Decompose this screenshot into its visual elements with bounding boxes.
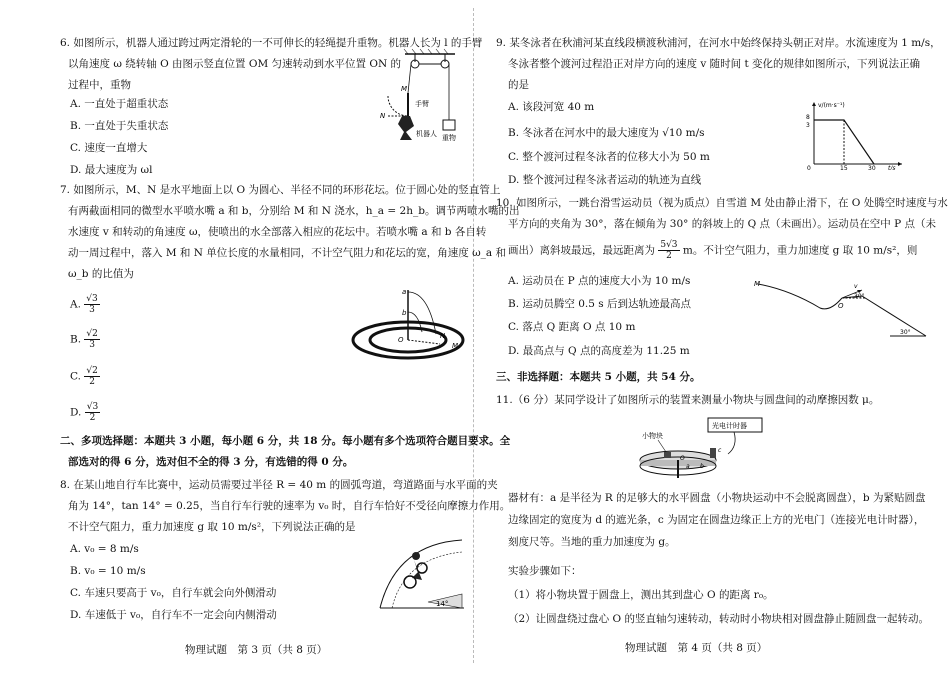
q6-option-d: D. 最大速度为 ωl [70,164,153,176]
q11-line-1: 11.（6 分）某同学设计了如图所示的装置来测量小物块与圆盘间的动摩擦因数 μ。 [496,394,880,406]
q9-line-1: 9. 某冬泳者在秋浦河某直线段横渡秋浦河，在河水中始终保持头朝正对岸。水流速度为 1 m/s， [496,37,941,49]
q6-option-c: C. 速度一直增大 [70,142,148,154]
q6-option-b: B. 一直处于失重状态 [70,120,169,132]
q8-option-a: A. v₀ = 8 m/s [70,543,139,555]
q9-graph-x30: 30 [868,165,876,170]
q7-line-1: 7. 如图所示，M、N 是水平地面上以 O 为圆心、半径不同的环形花坛。位于圆心处的竖直管上 [60,184,501,196]
q10-option-b: B. 运动员腾空 0.5 s 后到达轨迹最高点 [508,298,691,310]
q11-fig-timer: 光电计时器 [712,422,747,430]
section-2-title-line-1: 二、多项选择题：本题共 3 小题，每小题 6 分，共 18 分。每小题有多个选项符合题目要求。全 [60,435,511,447]
page-4 [480,0,950,673]
q9-line-3: 的是 [508,79,529,91]
q9-graph-origin: 0 [807,165,811,170]
section-2-title-line-2: 部选对的得 6 分，选对但不全的得 3 分，有选错的得 0 分。 [68,456,354,468]
q7-fig-b: b [402,309,407,317]
q10-line-1: 10. 如图所示，一跳台滑雪运动员（视为质点）自雪道 M 处由静止滑下，在 O 处腾空时速度与水 [496,197,948,209]
q10-option-d: D. 最高点与 Q 点的高度差为 11.25 m [508,345,690,357]
q11-line-3: 边缘固定的宽度为 d 的遮光条，c 为固定在圆盘边缘正上方的光电门（连接光电计时器）， [508,514,925,526]
q6-line-1: 6. 如图所示，机器人通过跨过两定滑轮的一不可伸长的轻绳提升重物。机器人长为 l 的手臂 [60,37,483,49]
q8-figure [378,538,466,610]
q10-line-3: 画出）离斜坡最远，最远距离为 $\frac{5√3}{2}$ m。不计空气阻力，重力加速度 g 取 10 m/s²，则 [508,240,918,261]
q9-graph-x15: 15 [840,165,848,170]
q11-step-1: （1）将小物块置于圆盘上，测出其到盘心 O 的距离 r₀。 [508,589,774,601]
q10-fig-o: O [838,302,844,310]
q8-option-d: D. 车速低于 v₀，自行车不一定会向内侧滑动 [70,609,277,621]
q8-fig-angle: 14° [436,600,449,608]
q8-option-c: C. 车速只要高于 v₀，自行车就会向外侧滑动 [70,587,277,599]
q6-option-a: A. 一直处于超重状态 [70,98,169,110]
q11-fig-o: O [680,455,685,462]
q9-graph-xlabel: t/s [888,165,896,170]
column-divider [473,8,474,663]
q7-fig-n: N [440,332,446,340]
q8-option-b: B. v₀ = 10 m/s [70,565,146,577]
q11-line-5: 实验步骤如下： [508,565,582,577]
q7-line-4: 动一周过程中，落入 M 和 N 单位长度的水量相同，不计空气阻力和花坛的宽，角速度 ω_a 和 [68,247,507,259]
q7-option-d: D. $\frac{√3}{2}$ [70,402,99,423]
q7-fig-o: O [398,336,404,344]
q11-fig-block: 小物块 [642,432,663,440]
q9-vt-graph [798,98,908,170]
q11-step-2: （2）让圆盘绕过盘心 O 的竖直轴匀速转动，转动时小物块相对圆盘静止随圆盘一起转动。 [508,613,929,625]
q9-option-b: B. 冬泳者在河水中的最大速度为 √10 m/s [508,127,705,139]
q8-line-2: 角为 14°，tan 14° = 0.25，当自行车行驶的速率为 v₀ 时，自行车恰好不受径向摩擦力作用。 [68,500,511,512]
q6-fig-weight: 重物 [442,134,456,142]
q7-fig-a: a [402,288,407,296]
q6-fig-robot: 机器人 [416,130,437,138]
q8-line-1: 8. 在某山地自行车比赛中，运动员需要过半径 R = 40 m 的圆弧弯道，弯道路面与水平面的夹 [60,479,498,491]
q10-option-a: A. 运动员在 P 点的速度大小为 10 m/s [508,275,691,287]
q9-graph-ylabel: v/(m·s⁻¹) [818,102,845,109]
q9-option-d: D. 整个渡河过程冬泳者运动的轨迹为直线 [508,174,702,186]
q10-fig-m: M [754,280,761,288]
q6-fig-m: M [401,85,408,93]
q7-line-2: 有两截面相同的微型水平喷水嘴 a 和 b，分别给 M 和 N 浇水，h_a = 2h_b。调节两喷水嘴的出 [68,205,520,217]
q10-fig-v: v [854,283,858,290]
q7-fig-m: M [452,342,459,350]
q11-figure [638,412,788,480]
q6-figure [370,48,465,148]
q7-figure [348,282,468,362]
q6-line-3: 过程中，重物 [68,79,131,91]
q11-fig-a: a [686,463,690,470]
q9-option-c: C. 整个渡河过程冬泳者的位移大小为 50 m [508,151,710,163]
q7-option-c: C. $\frac{√2}{2}$ [70,366,98,387]
q11-line-2: 器材有：a 是半径为 R 的足够大的水平圆盘（小物块运动中不会脱离圆盘），b 为紧贴圆盘 [508,492,926,504]
q10-option-c: C. 落点 Q 距离 O 点 10 m [508,321,636,333]
page-4-footer: 物理试题 第 4 页（共 8 页） [625,642,768,654]
q9-graph-y8: 8 [806,114,810,121]
q10-line-2: 平方向的夹角为 30°，落在倾角为 30° 的斜坡上的 Q 点（未画出）。运动员在空中 P 点（未 [508,218,937,230]
q11-line-4: 刻度尺等。当地的重力加速度为 g。 [508,536,676,548]
q9-graph-y3: 3 [806,122,810,129]
q7-line-5: ω_b 的比值为 [68,268,134,280]
q6-line-2: 以角速度 ω 绕转轴 O 由图示竖直位置 OM 匀速转动到水平位置 ON 的 [68,58,402,70]
q10-figure [750,270,930,342]
q8-line-3: 不计空气阻力，重力加速度 g 取 10 m/s²，下列说法正确的是 [68,521,356,533]
q10-fig-angle-top: 30° [854,293,865,300]
q7-option-a: A. $\frac{√3}{3}$ [70,294,98,315]
q9-line-2: 冬泳者整个渡河过程沿正对岸方向的速度 v 随时间 t 变化的规律如图所示，下列说法正确 [508,58,921,70]
q9-option-a: A. 该段河宽 40 m [508,101,595,113]
page-3-footer: 物理试题 第 3 页（共 8 页） [185,644,328,656]
section-3-title: 三、非选择题：本题共 5 小题，共 54 分。 [496,371,701,383]
q7-line-3: 水速度 v 和转动的角速度 ω，使喷出的水全部落入相应的花坛中。若喷水嘴 a 和 b 各自转 [68,226,487,238]
q10-fig-angle-bottom: 30° [900,329,911,336]
q6-fig-n: N [380,112,386,120]
q6-fig-arm: 手臂 [415,100,429,108]
q7-option-b: B. $\frac{√2}{3}$ [70,329,98,350]
q11-fig-b: b [700,463,704,470]
q11-fig-c: c [718,447,722,454]
